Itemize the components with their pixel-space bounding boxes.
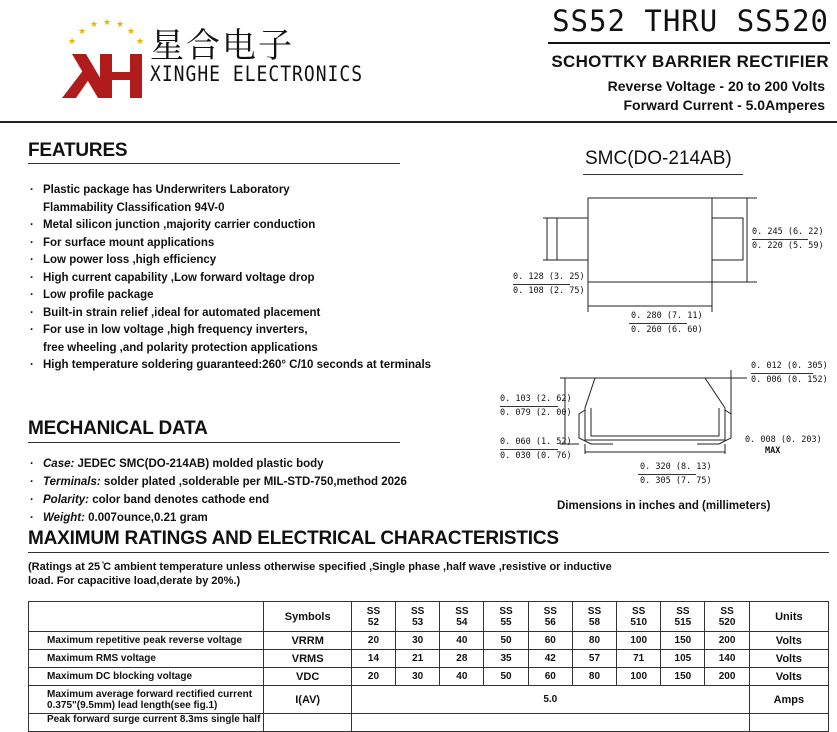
header-part: SS 510 xyxy=(617,602,661,632)
dim-body-height-max: 0. 103 (2. 62) xyxy=(500,394,572,404)
mechanical-item-polarity: · Polarity: color band denotes cathode end xyxy=(30,494,270,506)
dimensions-caption: Dimensions in inches and (millimeters) xyxy=(557,500,771,512)
feature-item: · Built-in strain relief ,ideal for automated placement xyxy=(30,306,321,319)
dim-gap: 0. 008 (0. 203) xyxy=(745,435,822,445)
dim-length-min: 0. 305 (7. 75) xyxy=(640,476,712,486)
dim-height-min: 0. 220 (5. 59) xyxy=(752,241,824,251)
brand-chinese-name: 星合电子 xyxy=(150,26,294,66)
logo-stars xyxy=(68,17,144,46)
dim-foot-max: 0. 060 (1. 52) xyxy=(500,437,572,447)
dim-body-height-rule xyxy=(500,406,558,407)
dim-length-max: 0. 320 (8. 13) xyxy=(640,462,712,472)
svg-text:★: ★ xyxy=(116,19,125,29)
header-divider xyxy=(0,121,837,123)
features-heading: FEATURES xyxy=(28,140,128,161)
header-units: Units xyxy=(749,602,828,632)
feature-item: · Low power loss ,high efficiency xyxy=(30,254,217,266)
dim-foot-min: 0. 030 (0. 76) xyxy=(500,451,572,461)
spec-reverse-voltage: Reverse Voltage - 20 to 200 Volts xyxy=(607,78,825,94)
dim-width-rule xyxy=(629,323,687,324)
dim-height-rule xyxy=(752,239,808,240)
title-underline xyxy=(548,42,830,44)
feature-item: · For use in low voltage ,high frequency inverters, xyxy=(30,324,308,336)
table-row: Maximum repetitive peak reverse voltage VRRM 20 30 40 50 60 80 100 150 200 Volts xyxy=(29,632,829,650)
brand-english-name: XINGHE ELECTRONICS xyxy=(150,62,364,88)
package-top-view-drawing xyxy=(535,190,765,320)
dim-lead-min: 0. 108 (2. 75) xyxy=(513,286,585,296)
table-row-average-current: Maximum average forward rectified current 0.375"(9.5mm) lead length(see fig.1) I(AV) 5.0 Amps xyxy=(29,686,829,714)
brand-logo xyxy=(60,14,150,104)
dim-gap-max: MAX xyxy=(765,446,781,456)
logo-xh-mark xyxy=(62,54,142,98)
table-row: Maximum RMS voltage VRMS 14 21 28 35 42 57 71 105 140 Volts xyxy=(29,650,829,668)
mechanical-item-case: · Case: JEDEC SMC(DO-214AB) molded plastic body xyxy=(30,458,324,470)
header-part: SS 520 xyxy=(705,602,749,632)
header-part: SS 52 xyxy=(351,602,395,632)
mechanical-list xyxy=(28,455,407,527)
dim-width-max: 0. 280 (7. 11) xyxy=(631,311,703,321)
svg-text:★: ★ xyxy=(78,26,87,36)
svg-text:★: ★ xyxy=(136,36,145,46)
dim-lead-rule xyxy=(513,284,570,285)
table-row: Maximum DC blocking voltage VDC 20 30 40 50 60 80 100 150 200 Volts xyxy=(29,668,829,686)
dim-thickness-min: 0. 006 (0. 152) xyxy=(751,375,828,385)
ratings-rule xyxy=(28,552,829,553)
ratings-table xyxy=(28,601,829,732)
feature-item: Flammability Classification 94V-0 xyxy=(43,201,225,214)
dim-thickness-rule xyxy=(751,373,813,374)
header-part: SS 515 xyxy=(661,602,705,632)
dim-foot-rule xyxy=(500,449,558,450)
mechanical-item-weight: · Weight: 0.007ounce,0.21 gram xyxy=(30,512,208,524)
mechanical-heading: MECHANICAL DATA xyxy=(28,418,208,439)
header-part: SS 53 xyxy=(396,602,440,632)
spec-forward-current: Forward Current - 5.0Amperes xyxy=(623,97,825,113)
feature-item: · High current capability ,Low forward voltage drop xyxy=(30,271,315,284)
svg-text:★: ★ xyxy=(103,17,112,27)
feature-item: · High temperature soldering guaranteed:260° C/10 seconds at terminals xyxy=(30,359,432,371)
header-part: SS 55 xyxy=(484,602,528,632)
package-name-rule xyxy=(583,174,743,175)
features-rule xyxy=(28,163,400,164)
dim-height-max: 0. 245 (6. 22) xyxy=(752,227,824,237)
feature-item: · For surface mount applications xyxy=(30,236,215,249)
dim-thickness-max: 0. 012 (0. 305) xyxy=(751,361,828,371)
svg-text:★: ★ xyxy=(127,26,136,36)
header-symbols: Symbols xyxy=(264,602,351,632)
feature-item: · Plastic package has Underwriters Laboratory xyxy=(30,184,290,196)
feature-item: · Low profile package xyxy=(30,289,154,301)
header-part: SS 54 xyxy=(440,602,484,632)
device-subtitle: SCHOTTKY BARRIER RECTIFIER xyxy=(551,52,829,71)
feature-item: free wheeling ,and polarity protection applications xyxy=(43,341,318,354)
dim-length-rule xyxy=(638,474,696,475)
table-header-row xyxy=(29,602,829,632)
dim-lead-max: 0. 128 (3. 25) xyxy=(513,272,585,282)
ratings-heading: MAXIMUM RATINGS AND ELECTRICAL CHARACTERISTICS xyxy=(28,528,559,549)
svg-text:★: ★ xyxy=(68,36,77,46)
ratings-note: (Ratings at 25 ̊C ambient temperature unless otherwise specified ,Single phase ,half wave ,resistive or inductive load. For capacitive load,derate by 20%.) xyxy=(28,561,612,587)
dim-width-min: 0. 260 (6. 60) xyxy=(631,325,703,335)
header-part: SS 58 xyxy=(572,602,616,632)
mechanical-item-terminals: · Terminals: solder plated ,solderable per MIL-STD-750,method 2026 xyxy=(30,476,407,488)
features-list xyxy=(28,182,431,375)
header-blank xyxy=(29,602,264,632)
header-part: SS 56 xyxy=(528,602,572,632)
table-row-surge-current: Peak forward surge current 8.3ms single half xyxy=(29,714,829,732)
svg-text:★: ★ xyxy=(90,19,99,29)
package-side-view-drawing xyxy=(555,370,755,455)
package-name: SMC(DO-214AB) xyxy=(585,148,732,169)
dim-body-height-min: 0. 079 (2. 00) xyxy=(500,408,572,418)
mechanical-rule xyxy=(28,442,400,443)
feature-item: · Metal silicon junction ,majority carrier conduction xyxy=(30,219,316,231)
part-title: SS52 THRU SS520 xyxy=(552,4,829,38)
